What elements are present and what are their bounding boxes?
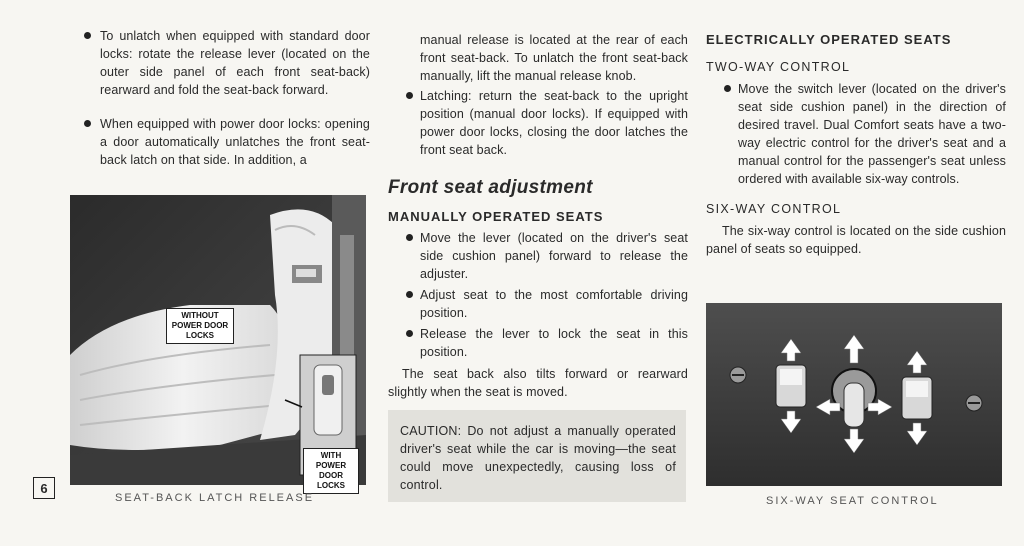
six-way-control-heading: SIX-WAY CONTROL — [706, 202, 842, 216]
manual-step-3: Release the lever to lock the seat in this position. — [420, 327, 688, 359]
two-way-text: Move the switch lever (located on the driver's seat side cushion panel) in the direction of desired travel. Dual Comfort seats have a two-way electric control for the driver's seat and a manual control for the passenger's seat unless ordered with available six-way controls. — [738, 82, 1006, 186]
power-locks-text: When equipped with power door locks: opening a door automatically unlatches the front seat-back latch on that side. In addition, a — [100, 117, 370, 167]
six-way-control-caption: SIX-WAY SEAT CONTROL — [766, 495, 939, 507]
manual-step-2: Adjust seat to the most comfortable driving position. — [420, 288, 688, 320]
list-item — [388, 229, 688, 283]
seat-back-latch-photo — [70, 195, 366, 490]
manual-seats-heading: MANUALLY OPERATED SEATS — [388, 209, 604, 224]
caution-text: CAUTION: Do not adjust a manually operated driver's seat while the car is moving—the seat could move unexpectedly, causing loss of control. — [400, 424, 676, 492]
two-way-list — [706, 80, 1006, 188]
manual-release-text: manual release is located at the rear of each front seat-back. To unlatch the front seat-back manually, lift the manual release knob. — [420, 33, 688, 83]
list-item — [388, 286, 688, 322]
list-item — [84, 27, 370, 99]
bullet-dot-icon — [406, 330, 413, 337]
latch-bullets — [84, 27, 370, 169]
page-number-text: 6 — [40, 480, 48, 496]
list-item — [388, 87, 688, 159]
with-power-locks-label: WITH POWER DOOR LOCKS — [303, 448, 359, 494]
column-3 — [706, 32, 1006, 258]
bullet-dot-icon — [84, 120, 91, 127]
six-way-control-photo — [706, 303, 1002, 486]
page-number — [33, 477, 55, 499]
list-item — [84, 115, 370, 169]
list-item — [706, 80, 1006, 188]
front-seat-adjustment-title: Front seat adjustment — [388, 177, 593, 198]
seat-back-latch-caption: SEAT-BACK LATCH RELEASE — [115, 492, 315, 504]
latching-text: Latching: return the seat-back to the upright position (manual door locks). If equipped with power door locks, closing the door latches the front seat back. — [420, 89, 688, 157]
column-2 — [388, 31, 688, 401]
bullet-dot-icon — [406, 234, 413, 241]
electric-seats-heading: ELECTRICALLY OPERATED SEATS — [706, 32, 952, 47]
standard-locks-text: To unlatch when equipped with standard door locks: rotate the release lever (located on the outer side panel of each front seat-back) rearward and fold the seat-back forward. — [100, 29, 370, 97]
column-1 — [84, 27, 370, 169]
list-item — [388, 325, 688, 361]
without-power-locks-label: WITHOUT POWER DOOR LOCKS — [166, 308, 234, 344]
bullet-dot-icon — [406, 92, 413, 99]
seat-back-tilt-note: The seat back also tilts forward or rearward slightly when the seat is moved. — [388, 367, 688, 399]
bullet-dot-icon — [406, 291, 413, 298]
bullet-dot-icon — [724, 85, 731, 92]
bullet-dot-icon — [84, 32, 91, 39]
caution-box — [388, 410, 686, 502]
control-illustration — [706, 303, 1002, 486]
latching-list — [388, 87, 688, 159]
six-way-text: The six-way control is located on the side cushion panel of seats so equipped. — [706, 224, 1006, 256]
manual-step-1: Move the lever (located on the driver's seat side cushion panel) forward to release the adjuster. — [420, 231, 688, 281]
manual-seat-steps — [388, 229, 688, 361]
two-way-control-heading: TWO-WAY CONTROL — [706, 60, 851, 74]
